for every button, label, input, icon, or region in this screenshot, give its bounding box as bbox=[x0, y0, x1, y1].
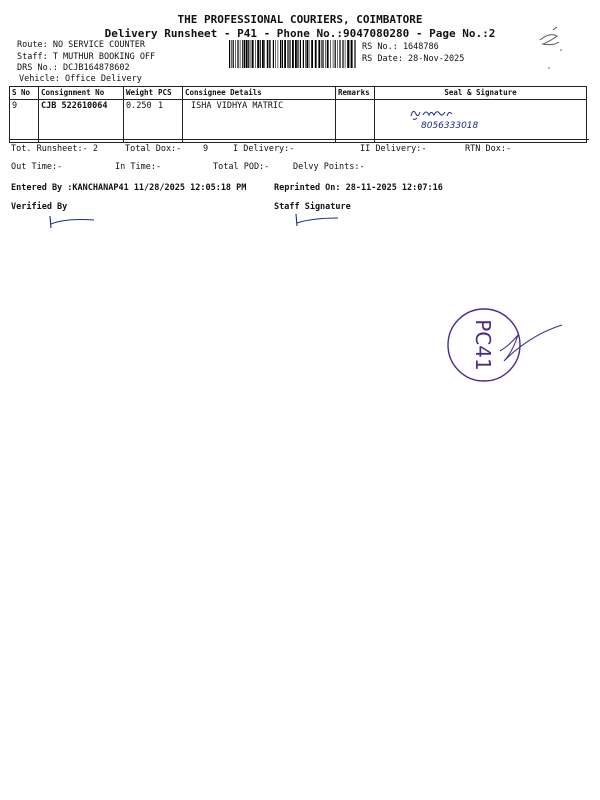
col-sno: S No bbox=[10, 87, 39, 100]
handwritten-name-icon bbox=[409, 106, 489, 120]
p41-stamp-icon bbox=[440, 305, 570, 405]
row-pcs: 1 bbox=[156, 100, 183, 143]
col-remarks: Remarks bbox=[336, 87, 375, 100]
staff-signature-icon bbox=[292, 210, 352, 232]
rtn-dox: RTN Dox:- bbox=[465, 144, 512, 154]
barcode-icon bbox=[229, 40, 357, 68]
pen-scribble-icon bbox=[535, 22, 575, 72]
drs-number: DRS No.: DCJB164878602 bbox=[17, 63, 130, 73]
entered-by: Entered By :KANCHANAP41 11/28/2025 12:05:18 PM bbox=[11, 183, 247, 193]
company-title: THE PROFESSIONAL COURIERS, COIMBATORE bbox=[177, 13, 423, 26]
row-sno: 9 bbox=[10, 100, 39, 143]
rs-number: RS No.: 1648786 bbox=[362, 42, 439, 52]
table-header-row bbox=[10, 87, 587, 100]
verified-signature-icon bbox=[46, 212, 106, 232]
in-time: In Time:- bbox=[115, 162, 162, 172]
row-consignment-no: CJB 522610064 bbox=[39, 100, 124, 143]
reprinted-on: Reprinted On: 28-11-2025 12:07:16 bbox=[274, 183, 443, 193]
handwritten-phone: 8056333018 bbox=[421, 121, 479, 131]
col-pcs: PCS bbox=[156, 87, 183, 100]
staff-signature-label: Staff Signature bbox=[274, 202, 351, 212]
total-dox-value: 9 bbox=[203, 144, 209, 154]
col-consignment: Consignment No bbox=[39, 87, 124, 100]
total-dox-label: Total Dox:- bbox=[125, 144, 182, 154]
row-consignee: ISHA VIDHYA MATRIC bbox=[183, 100, 336, 143]
total-pod: Total POD:- bbox=[213, 162, 270, 172]
col-seal-signature: Seal & Signature bbox=[375, 87, 587, 100]
col-weight: Weight bbox=[124, 87, 157, 100]
col-consignee: Consignee Details bbox=[183, 87, 336, 100]
divider-line bbox=[9, 139, 589, 140]
delivery-table bbox=[9, 86, 587, 143]
out-time: Out Time:- bbox=[11, 162, 63, 172]
vehicle-label: Vehicle: Office Delivery bbox=[19, 74, 142, 84]
i-delivery: I Delivery:- bbox=[233, 144, 295, 154]
tot-runsheet: Tot. Runsheet:- 2 bbox=[11, 144, 98, 154]
row-weight: 0.250 bbox=[124, 100, 157, 143]
staff-label: Staff: T MUTHUR BOOKING OFF bbox=[17, 52, 156, 62]
verified-by-label: Verified By bbox=[11, 202, 68, 212]
delvy-points: Delvy Points:- bbox=[293, 162, 365, 172]
row-signature-cell bbox=[375, 100, 587, 143]
runsheet-title: Delivery Runsheet - P41 - Phone No.:9047080280 - Page No.:2 bbox=[104, 27, 496, 40]
route-label: Route: NO SERVICE COUNTER bbox=[17, 40, 145, 50]
rs-date: RS Date: 28-Nov-2025 bbox=[362, 54, 465, 64]
table-row bbox=[10, 100, 587, 143]
row-remarks bbox=[336, 100, 375, 143]
stamp-text: PC41 bbox=[471, 319, 495, 371]
ii-delivery: II Delivery:- bbox=[360, 144, 427, 154]
